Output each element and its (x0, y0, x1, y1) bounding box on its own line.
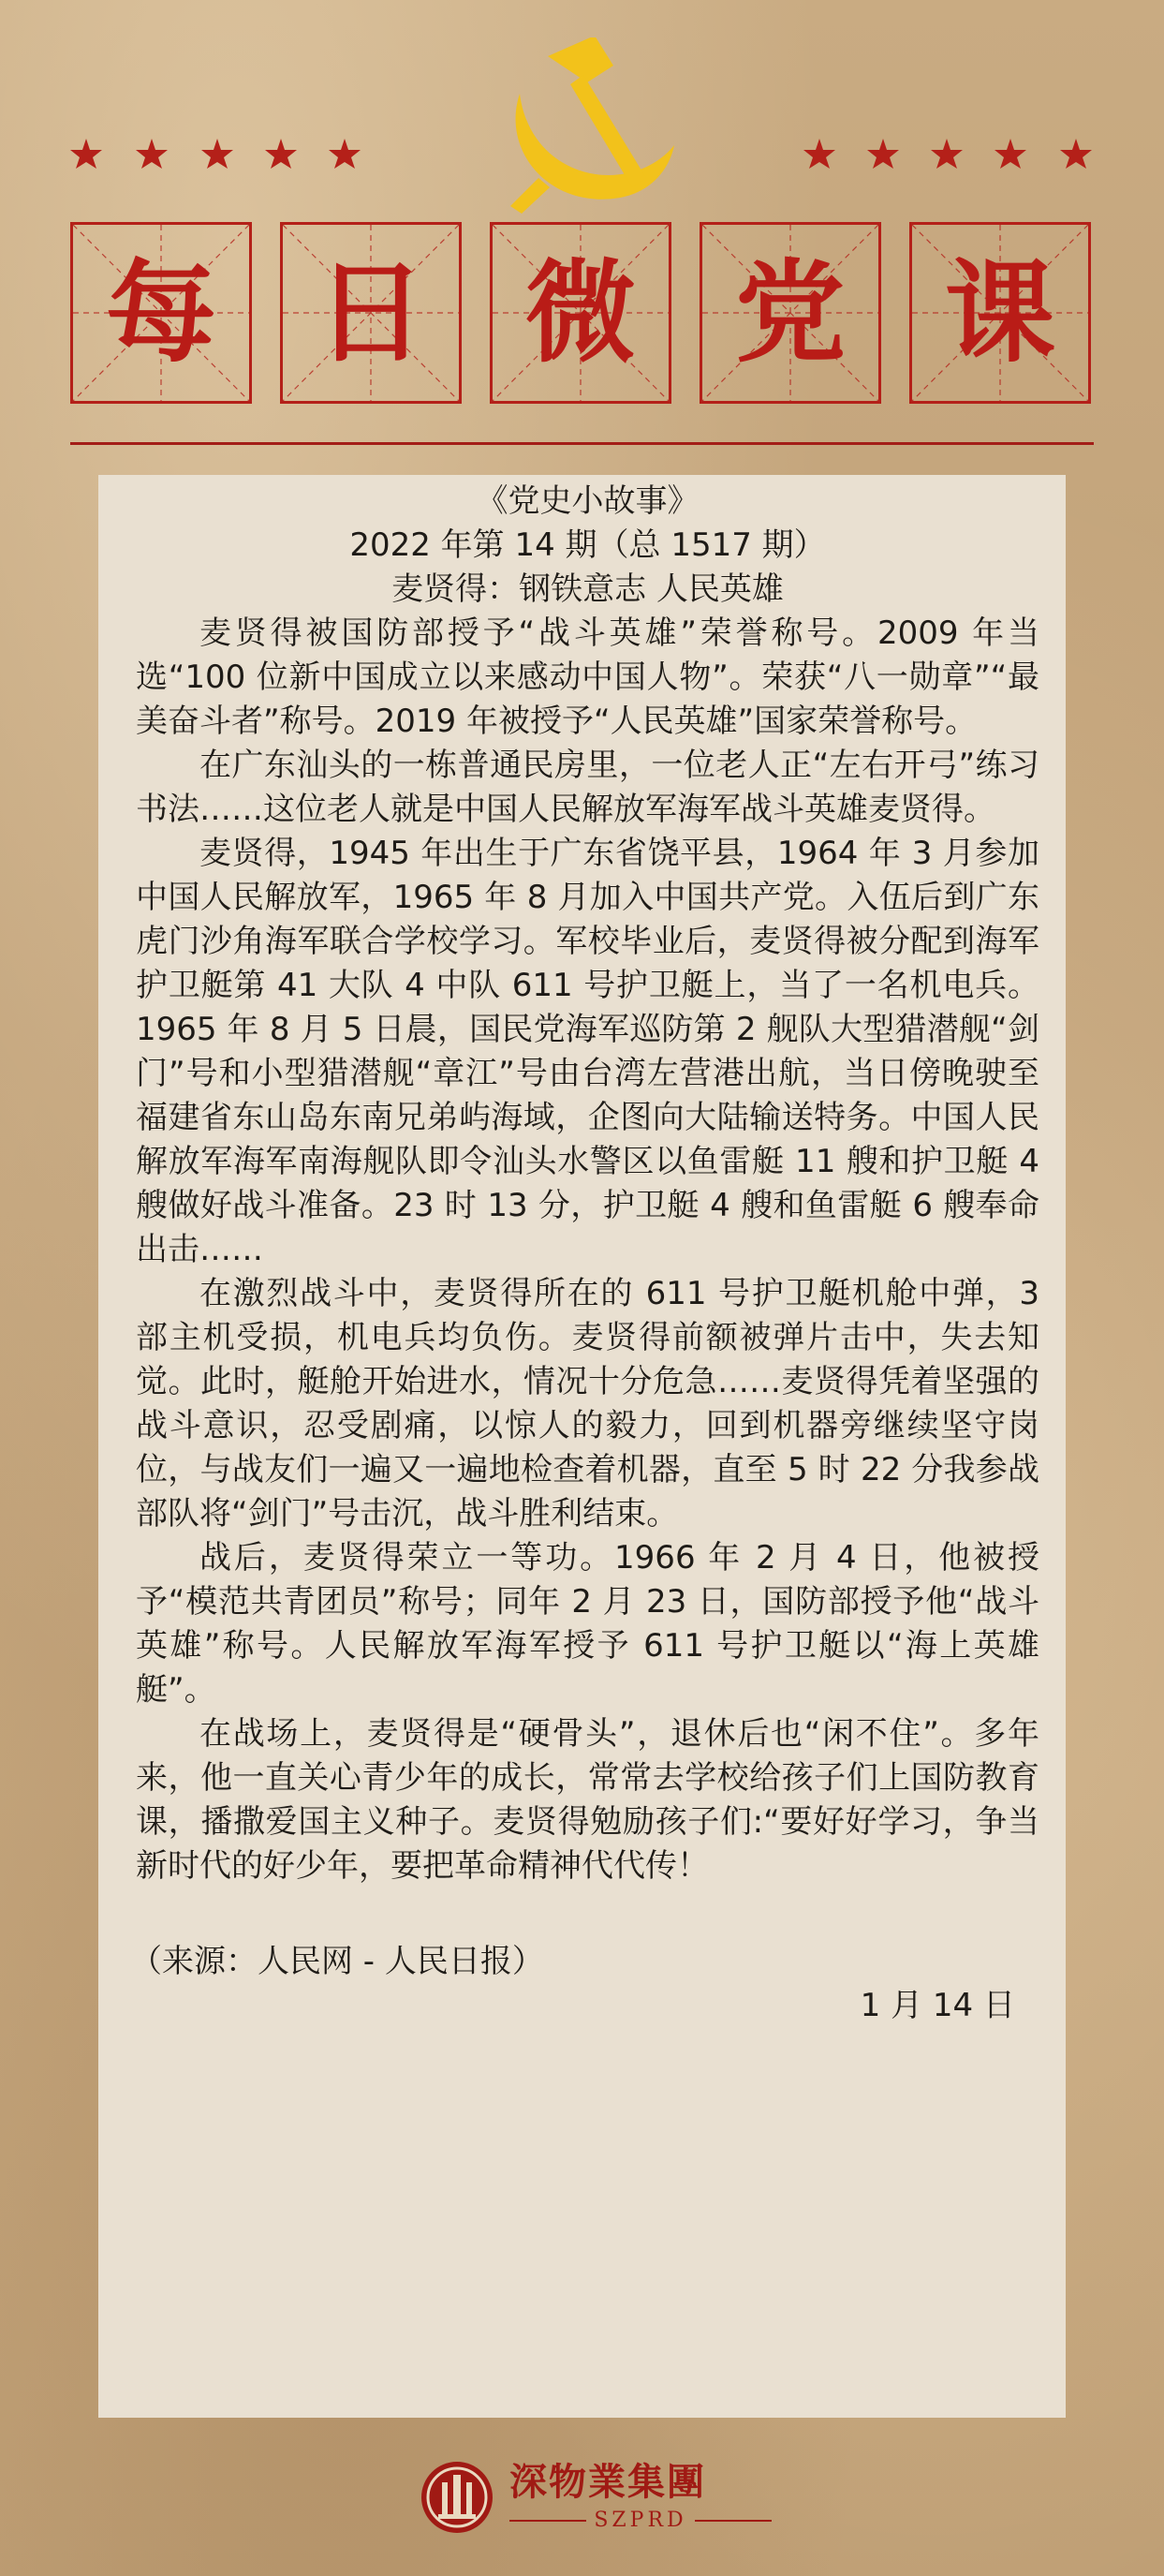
article-paragraph: 麦贤得，1945 年出生于广东省饶平县，1964 年 3 月参加中国人民解放军，1965 年 8 月加入中国共产党。入伍后到广东虎门沙角海军联合学校学习。军校毕业后，麦贤得被分配到海军护卫艇第 41 大队 4 中队 611 号护卫艇上，当了一名机电兵。1965 年 8 月 5 日晨，国民党海军巡防第 2 舰队大型猎潜舰“剑门”号和小型猎潜舰“章江”号由台湾左营港出航，当日傍晚驶至福建省东山岛东南兄弟屿海域，企图向大陆输送特务。中国人民解放军海军南海舰队即令汕头水警区以鱼雷艇 11 艘和护卫艇 4 艘做好战斗准备。23 时 13 分，护卫艇 4 艘和鱼雷艇 6 艘奉命出击…… (136, 835, 1039, 1268)
title-box (909, 222, 1091, 404)
article-date: 1 月 14 日 (860, 1987, 1015, 2024)
article-body (136, 612, 1039, 1888)
title-box (490, 222, 671, 404)
star-icon (70, 139, 102, 169)
article-paragraph: 麦贤得被国防部授予“战斗英雄”荣誉称号。2009 年当选“100 位新中国成立以来感动中国人物”。荣获“八一勋章”“最美奋斗者”称号。2019 年被授予“人民英雄”国家荣誉称号。 (136, 614, 1039, 740)
title-char: 日 (315, 247, 426, 378)
company-abbreviation-row (509, 2509, 772, 2533)
title-divider (70, 442, 1094, 445)
article-paragraph: 在激烈战斗中，麦贤得所在的 611 号护卫艇机舱中弹，3 部主机受损，机电兵均负伤。麦贤得前额被弹片击中，失去知觉。此时，艇舱开始进水，情况十分危急……麦贤得凭着坚强的战斗意识，忍受剧痛，以惊人的毅力，回到机器旁继续坚守岗位，与战友们一遍又一遍地检查着机器，直至 5 时 22 分我参战部队将“剑门”号击沉，战斗胜利结束。 (136, 1275, 1039, 1532)
footer-brand (412, 2456, 787, 2540)
hammer-and-sickle-icon (482, 37, 679, 215)
article-paragraph: 在战场上，麦贤得是“硬骨头”，退休后也“闲不住”。多年来，他一直关心青少年的成长，常常去学校给孩子们上国防教育课，播撒爱国主义种子。麦贤得勉励孩子们:“要好好学习，争当新时代的好少年，要把革命精神代代传！ (136, 1715, 1039, 1885)
title-char: 微 (524, 247, 636, 378)
divider-line (695, 2520, 772, 2522)
title-char: 每 (105, 247, 216, 378)
issue-number: 2022 年第 14 期（总 1517 期） (349, 526, 826, 564)
star-icon (867, 139, 899, 169)
article-paragraph: 战后，麦贤得荣立一等功。1966 年 2 月 4 日，他被授予“模范共青团员”称号；同年 2 月 23 日，国防部授予他“战斗英雄”称号。人民解放军海军授予 611 号护卫艇以“海上英雄艇”。 (136, 1539, 1039, 1709)
article-panel (98, 475, 1066, 2418)
star-icon (136, 139, 168, 169)
article-source: （来源：人民网 - 人民日报） (130, 1943, 544, 1980)
title-char: 课 (944, 247, 1055, 378)
series-title: 《党史小故事》 (476, 482, 700, 520)
title-banner (70, 222, 1094, 409)
article-paragraph: 在广东汕头的一栋普通民房里，一位老人正“左右开弓”练习书法……这位老人就是中国人民解放军海军战斗英雄麦贤得。 (136, 747, 1039, 828)
title-box (700, 222, 881, 404)
star-icon (329, 139, 361, 169)
title-box (70, 222, 252, 404)
star-icon (995, 139, 1026, 169)
star-row-left (66, 131, 365, 178)
company-logo-icon (418, 2458, 496, 2537)
article-headline: 麦贤得：钢铁意志 人民英雄 (391, 570, 784, 608)
title-box (280, 222, 462, 404)
company-name: 深物業集團 (509, 2460, 706, 2504)
star-icon (803, 139, 835, 169)
title-char: 党 (734, 247, 846, 378)
divider-line (509, 2520, 586, 2522)
star-icon (201, 139, 233, 169)
star-icon (265, 139, 297, 169)
company-abbreviation: SZPRD (594, 2509, 687, 2532)
star-icon (931, 139, 963, 169)
star-row-right (799, 131, 1098, 178)
star-icon (1060, 139, 1092, 169)
